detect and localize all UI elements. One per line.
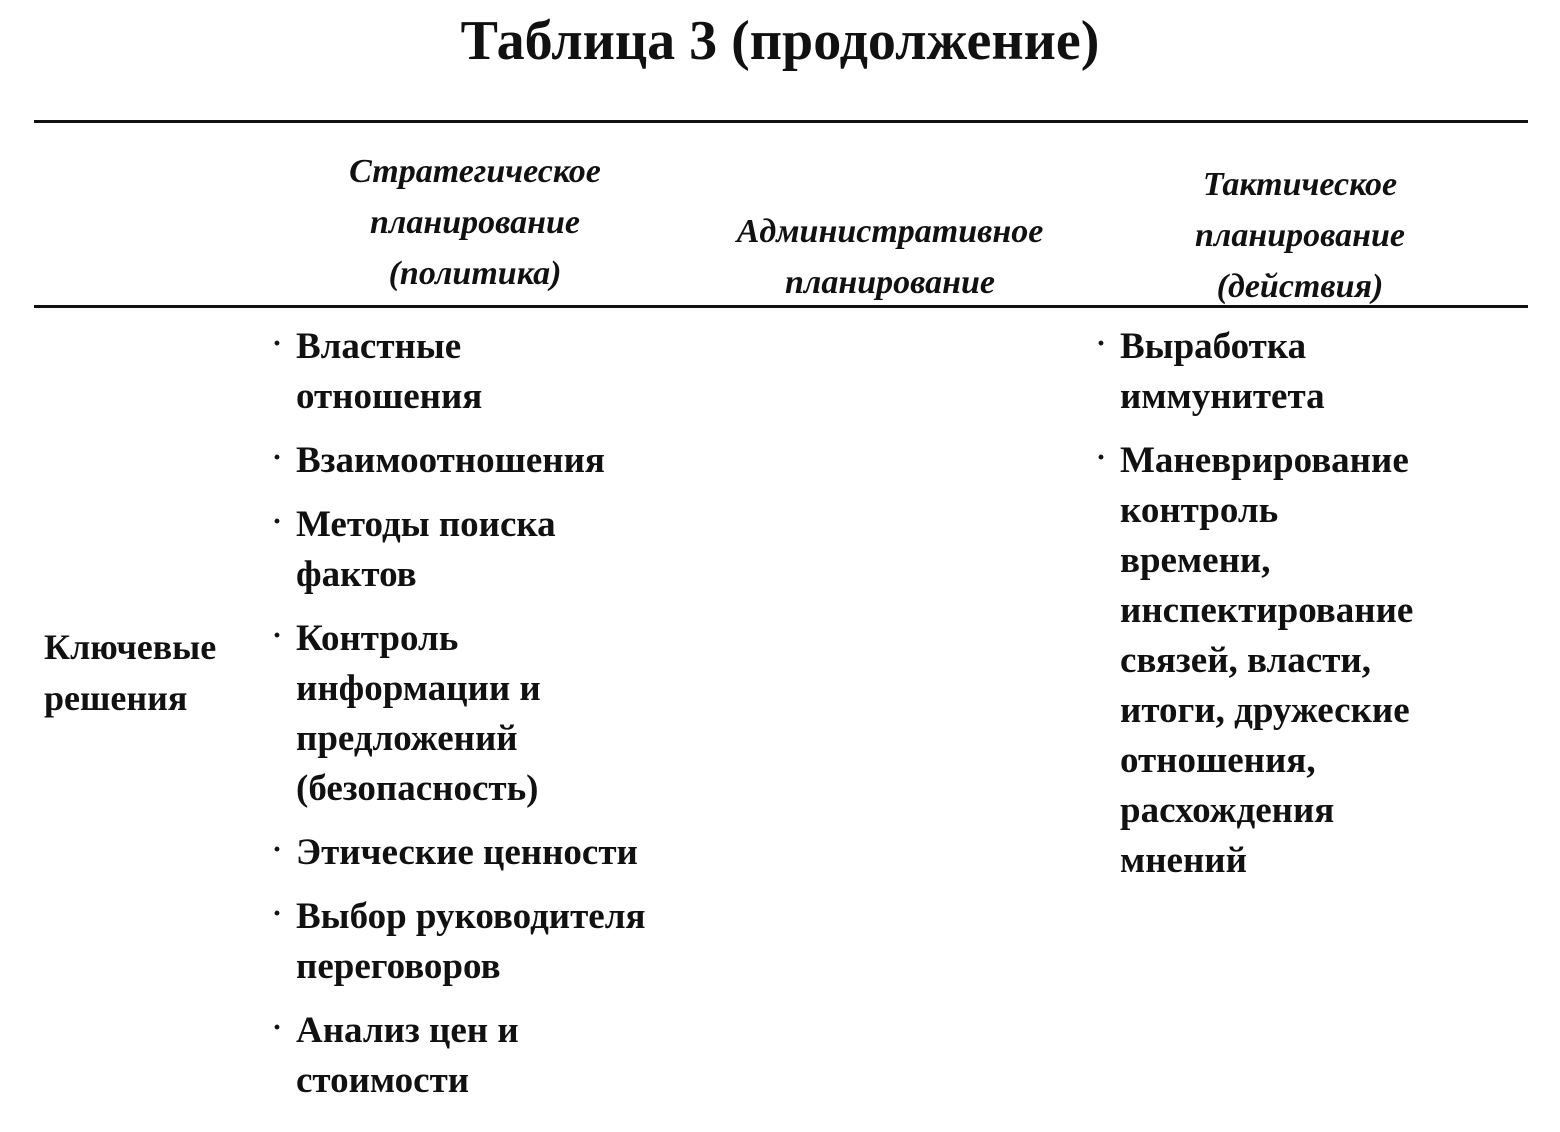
strategic-item-line: Взаимоотношения xyxy=(296,440,605,481)
tactical-item-line: итоги, дружеские xyxy=(1120,690,1410,731)
tactical-item xyxy=(1094,322,1494,422)
column-header-administrative-line-2: планирование xyxy=(785,264,995,301)
strategic-item xyxy=(270,500,700,600)
strategic-item-line: (безопасность) xyxy=(296,768,539,809)
strategic-item-line: Контроль xyxy=(296,618,459,659)
strategic-item-line: Выбор руководителя xyxy=(296,896,646,937)
strategic-items-list xyxy=(270,322,700,1120)
bullet-icon: · xyxy=(272,833,283,866)
column-header-tactical-line-1: Тактическое xyxy=(1202,166,1398,203)
tactical-item-line: времени, xyxy=(1120,540,1271,581)
strategic-item-line: Властные xyxy=(296,326,462,367)
tactical-item-line: расхождения xyxy=(1120,790,1335,831)
column-header-strategic-line-3: (политика) xyxy=(388,255,562,292)
strategic-item-line: Этические ценности xyxy=(296,832,638,873)
tactical-item-line: мнений xyxy=(1120,840,1247,881)
strategic-item xyxy=(270,322,700,422)
tactical-item-line: иммунитета xyxy=(1120,376,1325,417)
bullet-icon: · xyxy=(272,897,283,930)
strategic-item xyxy=(270,436,700,486)
tactical-item-line: отношения, xyxy=(1120,740,1316,781)
strategic-item-line: Методы поиска xyxy=(296,504,556,545)
tactical-item-line: контроль xyxy=(1120,490,1279,531)
bullet-icon: · xyxy=(272,505,283,538)
row-label-line-1: Ключевые xyxy=(44,627,217,667)
column-header-tactical-line-2: планирование xyxy=(1195,217,1405,254)
tactical-item-line: инспектирование xyxy=(1120,590,1414,631)
strategic-item-line: отношения xyxy=(296,376,483,417)
bullet-icon: · xyxy=(272,619,283,652)
column-header-strategic-line-1: Стратегическое xyxy=(349,153,601,190)
column-header-tactical xyxy=(1120,159,1480,312)
bullet-icon: · xyxy=(1096,327,1107,360)
strategic-item-line: стоимости xyxy=(296,1060,470,1101)
strategic-item-line: информации и xyxy=(296,668,541,709)
strategic-item xyxy=(270,614,700,814)
table-top-rule xyxy=(34,120,1528,123)
strategic-item-line: Анализ цен и xyxy=(296,1010,519,1051)
strategic-item-line: фактов xyxy=(296,554,417,595)
strategic-item xyxy=(270,828,700,878)
tactical-item-line: Маневрирование xyxy=(1120,440,1409,481)
table-header-rule xyxy=(34,305,1528,308)
tactical-item xyxy=(1094,436,1494,886)
tactical-item-line: Выработка xyxy=(1120,326,1307,367)
tactical-items-list xyxy=(1094,322,1494,900)
column-header-tactical-line-3: (действия) xyxy=(1216,268,1384,305)
strategic-item-line: переговоров xyxy=(296,946,501,987)
bullet-icon: · xyxy=(272,1011,283,1044)
bullet-icon: · xyxy=(272,441,283,474)
column-header-administrative-line-1: Административное xyxy=(736,213,1044,250)
row-label-line-2: решения xyxy=(44,678,188,718)
column-header-strategic-line-2: планирование xyxy=(370,204,580,241)
bullet-icon: · xyxy=(1096,441,1107,474)
tactical-item-line: связей, власти, xyxy=(1120,640,1371,681)
strategic-item xyxy=(270,1006,700,1106)
page-title: Таблица 3 (продолжение) xyxy=(460,10,1100,72)
strategic-item xyxy=(270,892,700,992)
bullet-icon: · xyxy=(272,327,283,360)
strategic-item-line: предложений xyxy=(296,718,518,759)
column-header-strategic xyxy=(290,146,660,299)
column-header-administrative xyxy=(700,206,1080,308)
row-label xyxy=(44,622,254,724)
